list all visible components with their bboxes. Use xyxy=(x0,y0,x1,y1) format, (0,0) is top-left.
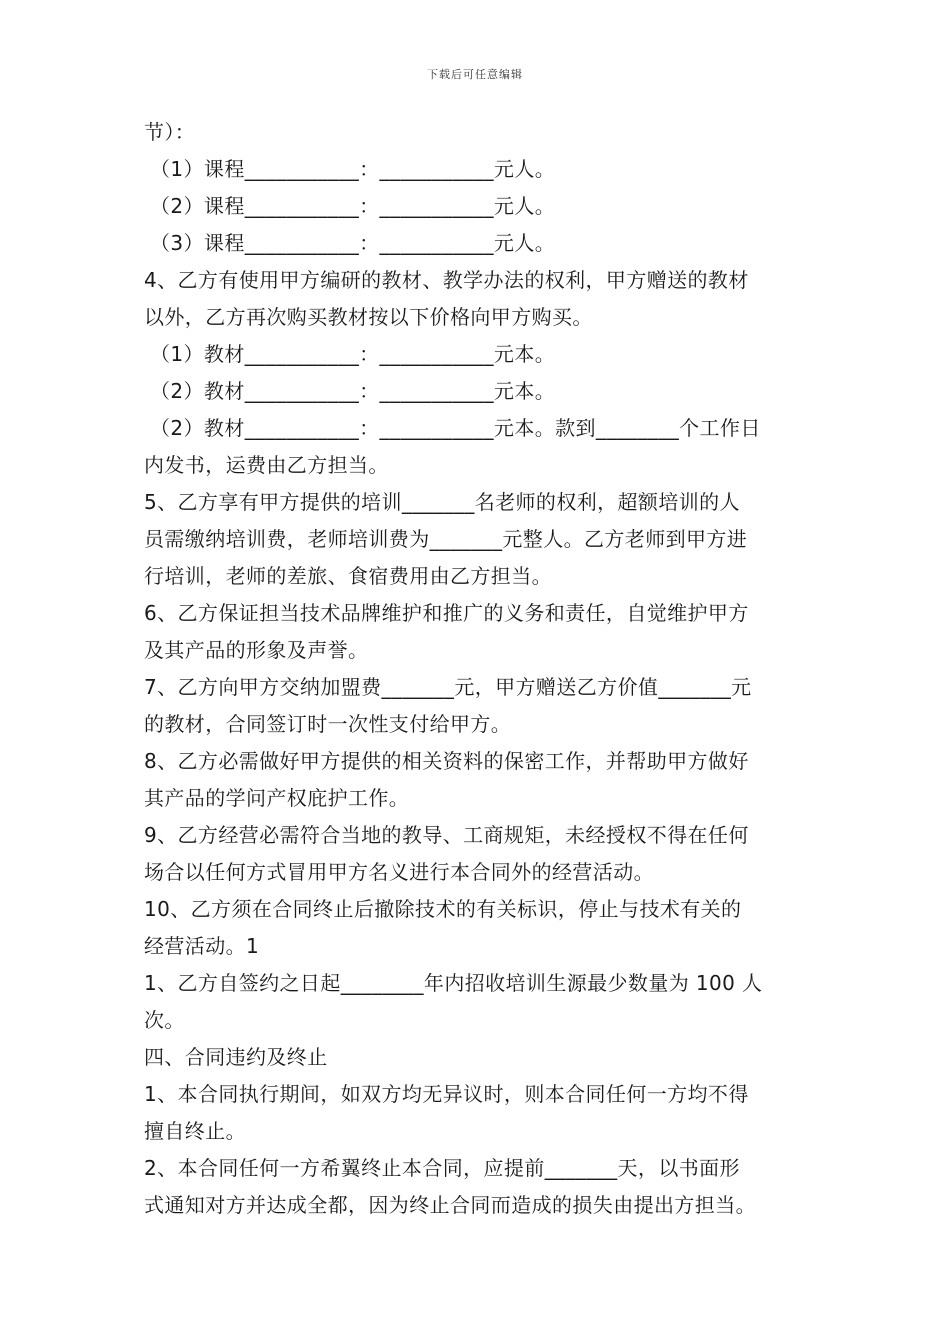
text-line: 2、本合同任何一方希翼终止本合同，应提前_______天，以书面形 xyxy=(144,1156,740,1180)
text-line: 擅自终止。 xyxy=(144,1119,246,1143)
text-line: 9、乙方经营必需符合当地的教导、工商规矩，未经授权不得在任何 xyxy=(144,823,749,847)
text-line: 员需缴纳培训费，老师培训费为_______元整人。乙方老师到甲方进 xyxy=(144,527,748,551)
text-line: （2）课程___________：___________元人。 xyxy=(150,194,556,218)
text-line: 其产品的学问产权庇护工作。 xyxy=(144,786,410,810)
text-line: 1、本合同执行期间，如双方均无异议时，则本合同任何一方均不得 xyxy=(144,1082,749,1106)
text-line: 8、乙方必需做好甲方提供的相关资料的保密工作，并帮助甲方做好 xyxy=(144,749,749,773)
text-line: 10、乙方须在合同终止后撤除技术的有关标识，停止与技术有关的 xyxy=(144,897,742,921)
text-line: （1）教材___________：___________元本。 xyxy=(150,342,556,366)
text-line: 5、乙方享有甲方提供的培训_______名老师的权利，超额培训的人 xyxy=(144,490,740,514)
text-line: 行培训，老师的差旅、食宿费用由乙方担当。 xyxy=(144,564,552,588)
text-line: 以外，乙方再次购买教材按以下价格向甲方购买。 xyxy=(144,305,593,329)
text-line: （3）课程___________：___________元人。 xyxy=(150,231,556,255)
text-line: 7、乙方向甲方交纳加盟费_______元，甲方赠送乙方价值_______元 xyxy=(144,675,752,699)
text-line: （2）教材___________：___________元本。款到________个工作日 xyxy=(150,416,761,440)
document-body xyxy=(144,114,812,1224)
text-line: 次。 xyxy=(144,1008,185,1032)
text-line: 及其产品的形象及声誉。 xyxy=(144,638,369,662)
text-line: （1）课程___________：___________元人。 xyxy=(150,157,556,181)
text-line: 内发书，运费由乙方担当。 xyxy=(144,453,389,477)
header-note: 下载后可任意编辑 xyxy=(427,68,523,81)
text-line: 式通知对方并达成全都，因为终止合同而造成的损失由提出方担当。 xyxy=(144,1193,756,1217)
section-heading: 四、合同违约及终止 xyxy=(144,1045,328,1069)
text-line: 场合以任何方式冒用甲方名义进行本合同外的经营活动。 xyxy=(144,860,654,884)
text-line: 4、乙方有使用甲方编研的教材、教学办法的权利，甲方赠送的教材 xyxy=(144,268,749,292)
text-line: 1、乙方自签约之日起________年内招收培训生源最少数量为 100 人 xyxy=(144,971,763,995)
text-line: （2）教材___________：___________元本。 xyxy=(150,379,556,403)
text-line: 经营活动。1 xyxy=(144,934,260,958)
text-line: 6、乙方保证担当技术品牌维护和推广的义务和责任，自觉维护甲方 xyxy=(144,601,749,625)
text-line: 的教材，合同签订时一次性支付给甲方。 xyxy=(144,712,512,736)
text-line: 节）： xyxy=(144,120,196,144)
